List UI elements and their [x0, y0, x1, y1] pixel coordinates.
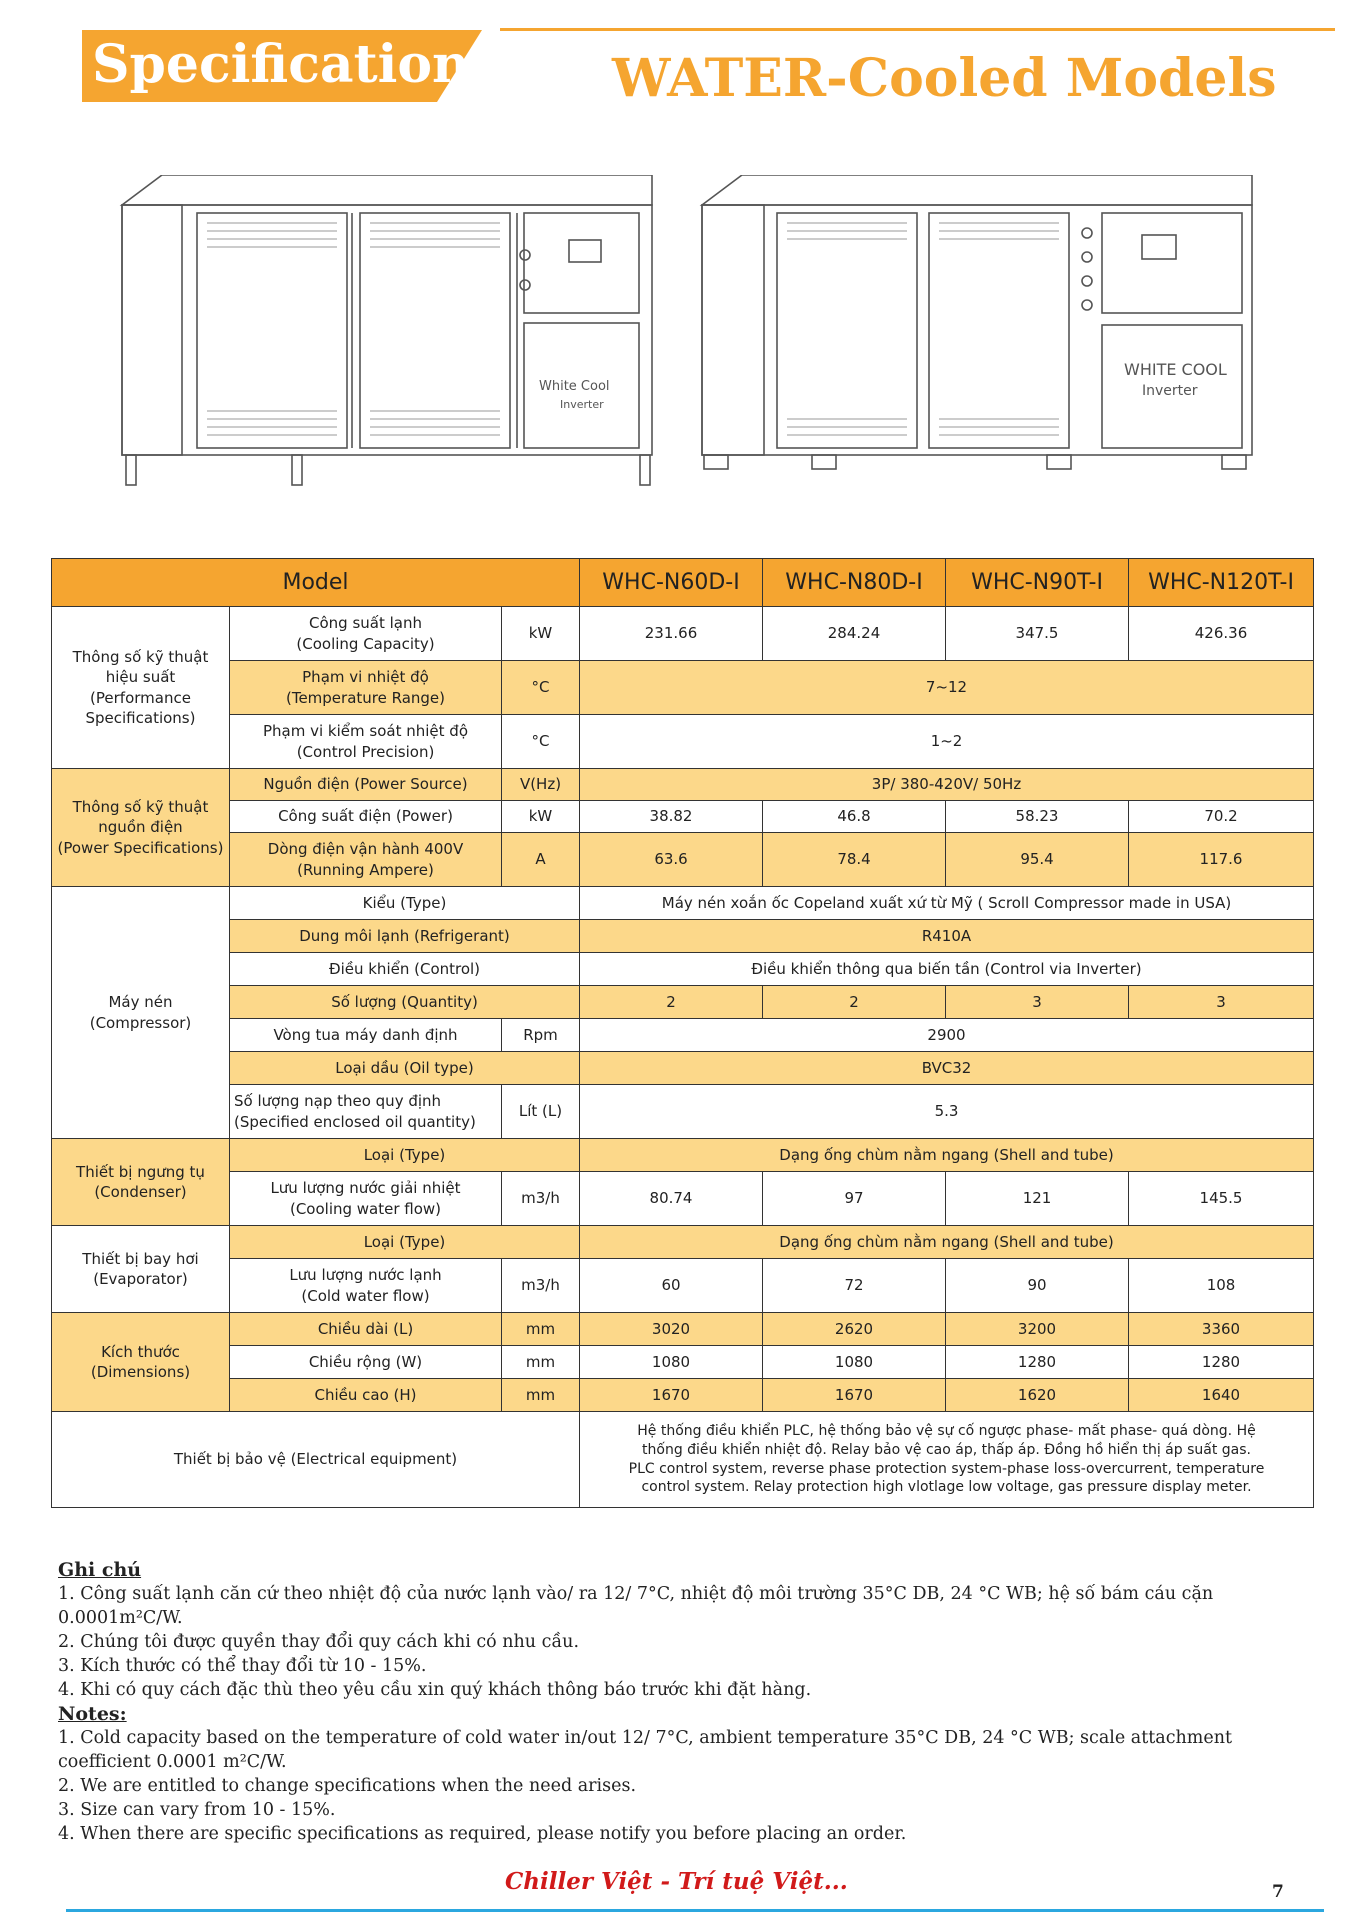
- chiller-unit-left: [122, 175, 652, 485]
- cell: 58.23: [946, 801, 1129, 833]
- row-unit: V(Hz): [502, 769, 580, 801]
- table-row: [52, 887, 1314, 920]
- specifications-tab-label: Specifications: [92, 34, 500, 95]
- cell: 72: [763, 1259, 946, 1313]
- cell: 78.4: [763, 833, 946, 887]
- table-row: [52, 715, 1314, 769]
- model-col-2: WHC-N80D-I: [763, 559, 946, 607]
- row-label: Loại (Type): [230, 1226, 580, 1259]
- row-label: Điều khiển (Control): [230, 953, 580, 986]
- cell: 3: [1129, 986, 1314, 1019]
- model-col-4: WHC-N120T-I: [1129, 559, 1314, 607]
- cell: 1670: [580, 1379, 763, 1412]
- cell: Dạng ống chùm nằm ngang (Shell and tube): [580, 1139, 1314, 1172]
- row-unit: mm: [502, 1346, 580, 1379]
- cell: 70.2: [1129, 801, 1314, 833]
- cell: 2: [763, 986, 946, 1019]
- cell: 1620: [946, 1379, 1129, 1412]
- row-label: Số lượng (Quantity): [230, 986, 580, 1019]
- row-label: Chiều cao (H): [230, 1379, 502, 1412]
- row-unit: kW: [502, 801, 580, 833]
- page-number: 7: [1272, 1882, 1284, 1902]
- page-title: WATER-Cooled Models: [612, 48, 1277, 109]
- cell: 347.5: [946, 607, 1129, 661]
- note-en-item: 4. When there are specific specifications as required, please notify you before placing an order.: [58, 1824, 907, 1844]
- table-row: [52, 1379, 1314, 1412]
- cell: 63.6: [580, 833, 763, 887]
- note-en-item: 1. Cold capacity based on the temperature of cold water in/out 12/ 7°C, ambient temperature 35°C DB, 24 °C WB; scale attachment coefficient 0.0001 m²C/W.: [58, 1728, 1233, 1772]
- cell: 426.36: [1129, 607, 1314, 661]
- cell: 60: [580, 1259, 763, 1313]
- table-row: [52, 833, 1314, 887]
- cell: R410A: [580, 920, 1314, 953]
- group-dimensions: Kích thước (Dimensions): [52, 1313, 230, 1412]
- model-header: Model: [52, 559, 580, 607]
- header-rule: [500, 28, 1335, 31]
- cell: 2900: [580, 1019, 1314, 1052]
- cell: 117.6: [1129, 833, 1314, 887]
- row-unit: Lít (L): [502, 1085, 580, 1139]
- brand-label-left: White Cool: [539, 379, 610, 394]
- notes-vi-title: Ghi chú: [58, 1559, 142, 1581]
- table-row: [52, 1052, 1314, 1085]
- cell: 1080: [763, 1346, 946, 1379]
- row-label: Dung môi lạnh (Refrigerant): [230, 920, 580, 953]
- group-condenser: Thiết bị ngưng tụ (Condenser): [52, 1139, 230, 1226]
- row-unit: °C: [502, 661, 580, 715]
- cell: BVC32: [580, 1052, 1314, 1085]
- row-label: Phạm vi kiểm soát nhiệt độ (Control Precision): [230, 715, 502, 769]
- table-row: [52, 801, 1314, 833]
- row-label: Công suất điện (Power): [230, 801, 502, 833]
- cell: 1640: [1129, 1379, 1314, 1412]
- table-header-row: [52, 559, 1314, 607]
- table-row: [52, 1346, 1314, 1379]
- footer-slogan: Chiller Việt - Trí tuệ Việt...: [505, 1868, 848, 1895]
- note-vi-item: 3. Kích thước có thể thay đổi từ 10 - 15%.: [58, 1656, 427, 1676]
- table-row: [52, 1412, 1314, 1508]
- cell: 1080: [580, 1346, 763, 1379]
- cell: 1280: [946, 1346, 1129, 1379]
- brand-sub-left: Inverter: [560, 398, 604, 411]
- cell: 284.24: [763, 607, 946, 661]
- row-unit: °C: [502, 715, 580, 769]
- table-row: [52, 1085, 1314, 1139]
- table-row: [52, 920, 1314, 953]
- notes-section: [58, 1558, 1318, 1846]
- table-row: [52, 1139, 1314, 1172]
- cell: 3200: [946, 1313, 1129, 1346]
- cell: 38.82: [580, 801, 763, 833]
- row-unit: mm: [502, 1379, 580, 1412]
- cell: 46.8: [763, 801, 946, 833]
- row-label: Dòng điện vận hành 400V (Running Ampere): [230, 833, 502, 887]
- note-en-item: 2. We are entitled to change specifications when the need arises.: [58, 1776, 637, 1796]
- group-compressor: Máy nén (Compressor): [52, 887, 230, 1139]
- cell: 2: [580, 986, 763, 1019]
- cell: 1~2: [580, 715, 1314, 769]
- row-label: Nguồn điện (Power Source): [230, 769, 502, 801]
- row-label: Chiều dài (L): [230, 1313, 502, 1346]
- model-col-1: WHC-N60D-I: [580, 559, 763, 607]
- cell: 3360: [1129, 1313, 1314, 1346]
- table-row: [52, 1313, 1314, 1346]
- cell: 80.74: [580, 1172, 763, 1226]
- specifications-table: [51, 558, 1314, 1508]
- notes-en-title: Notes:: [58, 1703, 127, 1725]
- row-label: Công suất lạnh (Cooling Capacity): [230, 607, 502, 661]
- row-label: Loại dầu (Oil type): [230, 1052, 580, 1085]
- brand-label-right: WHITE COOL: [1124, 360, 1227, 379]
- table-row: [52, 1019, 1314, 1052]
- note-vi-item: 2. Chúng tôi được quyền thay đổi quy cách khi có nhu cầu.: [58, 1632, 580, 1652]
- row-label: Vòng tua máy danh định: [230, 1019, 502, 1052]
- row-unit: m3/h: [502, 1172, 580, 1226]
- row-label: Số lượng nạp theo quy định (Specified enclosed oil quantity): [230, 1085, 502, 1139]
- brand-sub-right: Inverter: [1142, 383, 1198, 399]
- cell: 121: [946, 1172, 1129, 1226]
- cell: 3: [946, 986, 1129, 1019]
- cell: 95.4: [946, 833, 1129, 887]
- cell: Máy nén xoắn ốc Copeland xuất xứ từ Mỹ ( Scroll Compressor made in USA): [580, 887, 1314, 920]
- protection-description: Hệ thống điều khiển PLC, hệ thống bảo vệ sự cố ngược phase- mất phase- quá dòng. Hệ thống điều khiển nhiệt độ. Relay bảo vệ cao áp, thấp áp. Đồng hồ hiển thị áp suất gas. PLC control system, reverse phase protection system-phase loss-overcurrent, temperature control system. Relay protection high vlotlage low voltage, gas pressure display meter.: [580, 1412, 1314, 1508]
- row-unit: kW: [502, 607, 580, 661]
- table-row: [52, 986, 1314, 1019]
- table-row: [52, 1226, 1314, 1259]
- grille-lines-left: [207, 223, 500, 435]
- group-evaporator: Thiết bị bay hơi (Evaporator): [52, 1226, 230, 1313]
- cell: 5.3: [580, 1085, 1314, 1139]
- cell: Dạng ống chùm nằm ngang (Shell and tube): [580, 1226, 1314, 1259]
- note-vi-item: 1. Công suất lạnh căn cứ theo nhiệt độ của nước lạnh vào/ ra 12/ 7°C, nhiệt độ môi trường 35°C DB, 24 °C WB; hệ số bám cáu cặn 0.0001m²C/W.: [58, 1584, 1214, 1628]
- row-unit: Rpm: [502, 1019, 580, 1052]
- row-label: Lưu lượng nước lạnh (Cold water flow): [230, 1259, 502, 1313]
- table-row: [52, 1259, 1314, 1313]
- row-label: Kiểu (Type): [230, 887, 580, 920]
- note-vi-item: 4. Khi có quy cách đặc thù theo yêu cầu xin quý khách thông báo trước khi đặt hàng.: [58, 1680, 812, 1700]
- table-row: [52, 953, 1314, 986]
- footer-rule: [66, 1909, 1324, 1912]
- group-performance: Thông số kỹ thuật hiệu suất (Performance Specifications): [52, 607, 230, 769]
- group-protection: Thiết bị bảo vệ (Electrical equipment): [52, 1412, 580, 1508]
- table-row: [52, 769, 1314, 801]
- cell: Điều khiển thông qua biến tần (Control via Inverter): [580, 953, 1314, 986]
- row-unit: A: [502, 833, 580, 887]
- cell: 97: [763, 1172, 946, 1226]
- cell: 90: [946, 1259, 1129, 1313]
- chiller-illustrations: [112, 175, 1262, 505]
- row-label: Phạm vi nhiệt độ (Temperature Range): [230, 661, 502, 715]
- row-label: Chiều rộng (W): [230, 1346, 502, 1379]
- row-label: Loại (Type): [230, 1139, 580, 1172]
- chiller-unit-right: [702, 175, 1252, 469]
- row-label: Lưu lượng nước giải nhiệt (Cooling water flow): [230, 1172, 502, 1226]
- cell: 3020: [580, 1313, 763, 1346]
- note-en-item: 3. Size can vary from 10 - 15%.: [58, 1800, 336, 1820]
- grille-lines-right: [787, 223, 1059, 435]
- group-power: Thông số kỹ thuật nguồn điện (Power Specifications): [52, 769, 230, 887]
- row-unit: m3/h: [502, 1259, 580, 1313]
- table-row: [52, 607, 1314, 661]
- cell: 7~12: [580, 661, 1314, 715]
- cell: 108: [1129, 1259, 1314, 1313]
- cell: 231.66: [580, 607, 763, 661]
- table-row: [52, 1172, 1314, 1226]
- cell: 2620: [763, 1313, 946, 1346]
- model-col-3: WHC-N90T-I: [946, 559, 1129, 607]
- cell: 1280: [1129, 1346, 1314, 1379]
- cell: 145.5: [1129, 1172, 1314, 1226]
- cell: 1670: [763, 1379, 946, 1412]
- table-row: [52, 661, 1314, 715]
- cell: 3P/ 380-420V/ 50Hz: [580, 769, 1314, 801]
- row-unit: mm: [502, 1313, 580, 1346]
